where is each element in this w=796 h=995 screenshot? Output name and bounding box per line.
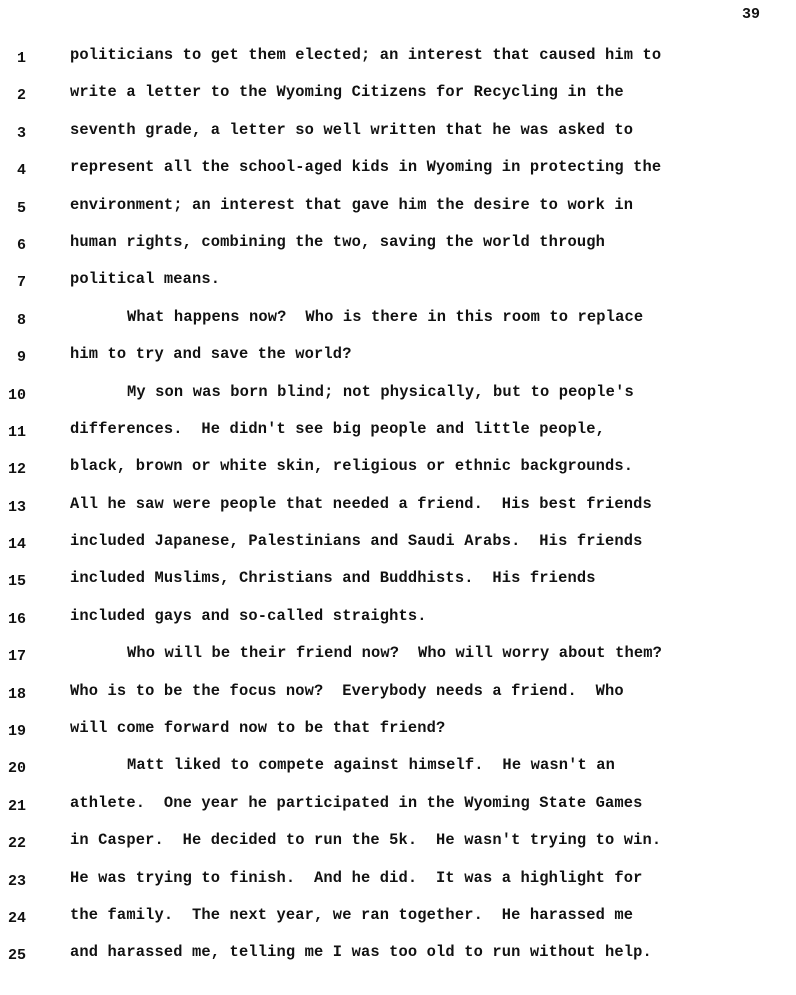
transcript-line — [0, 941, 796, 978]
line-number: 12 — [7, 461, 26, 479]
line-text: Who will be their friend now? Who will worry about them? — [127, 644, 662, 663]
line-text: him to try and save the world? — [70, 345, 352, 364]
line-number: 23 — [7, 872, 26, 890]
line-text: seventh grade, a letter so well written that he was asked to — [70, 120, 634, 139]
line-number: 20 — [7, 760, 26, 778]
page-number: 39 — [742, 6, 761, 23]
transcript-line — [0, 867, 796, 904]
transcript-line — [0, 567, 796, 604]
transcript-line — [0, 493, 796, 530]
line-number: 3 — [16, 124, 26, 142]
line-number: 15 — [7, 573, 26, 591]
line-number: 9 — [16, 349, 26, 367]
line-text: black, brown or white skin, religious or ethnic backgrounds. — [70, 457, 634, 476]
transcript-line — [0, 44, 796, 81]
line-text: the family. The next year, we ran together. He harassed me — [70, 905, 634, 924]
line-text: political means. — [70, 270, 221, 289]
line-text: write a letter to the Wyoming Citizens for Recycling in the — [70, 83, 624, 102]
transcript-line — [0, 680, 796, 717]
transcript-line — [0, 754, 796, 791]
transcript-line — [0, 194, 796, 231]
line-text: human rights, combining the two, saving the world through — [70, 232, 605, 251]
line-number: 2 — [16, 87, 26, 105]
transcript-line — [0, 605, 796, 642]
line-text: and harassed me, telling me I was too old to run without help. — [70, 943, 652, 962]
line-text: included Muslims, Christians and Buddhists. His friends — [70, 569, 596, 588]
line-number: 6 — [16, 236, 26, 254]
transcript-line — [0, 530, 796, 567]
line-text: He was trying to finish. And he did. It was a highlight for — [70, 868, 643, 887]
transcript-line — [0, 904, 796, 941]
transcript-line — [0, 717, 796, 754]
line-text: My son was born blind; not physically, but to people's — [127, 382, 634, 401]
transcript-line — [0, 343, 796, 380]
transcript-line — [0, 418, 796, 455]
line-number: 8 — [16, 311, 26, 329]
line-number: 7 — [16, 274, 26, 292]
line-number: 24 — [7, 909, 26, 927]
line-number: 19 — [7, 723, 26, 741]
line-text: environment; an interest that gave him the desire to work in — [70, 195, 634, 214]
line-text: differences. He didn't see big people and little people, — [70, 419, 605, 438]
line-text: athlete. One year he participated in the Wyoming State Games — [70, 793, 643, 812]
line-number: 13 — [7, 498, 26, 516]
line-text: All he saw were people that needed a friend. His best friends — [70, 494, 652, 513]
transcript-lines — [0, 44, 796, 979]
line-text: in Casper. He decided to run the 5k. He wasn't trying to win. — [70, 831, 662, 850]
line-text: included Japanese, Palestinians and Saudi Arabs. His friends — [70, 532, 643, 551]
line-text: will come forward now to be that friend? — [70, 719, 446, 738]
line-number: 14 — [7, 536, 26, 554]
line-number: 1 — [16, 50, 26, 67]
transcript-line — [0, 268, 796, 305]
line-number: 4 — [16, 162, 26, 180]
line-number: 11 — [7, 423, 26, 441]
line-text: Matt liked to compete against himself. He wasn't an — [127, 756, 616, 775]
line-text: Who is to be the focus now? Everybody needs a friend. Who — [70, 681, 624, 700]
line-number: 21 — [7, 797, 26, 815]
transcript-line — [0, 381, 796, 418]
line-text: What happens now? Who is there in this room to replace — [127, 307, 644, 326]
line-text: included gays and so-called straights. — [70, 606, 427, 625]
transcript-line — [0, 81, 796, 118]
line-number: 5 — [16, 199, 26, 217]
transcript-line — [0, 455, 796, 492]
line-number: 22 — [7, 835, 26, 853]
transcript-line — [0, 156, 796, 193]
line-text: represent all the school-aged kids in Wyoming in protecting the — [70, 158, 662, 177]
line-number: 17 — [7, 648, 26, 666]
transcript-line — [0, 306, 796, 343]
transcript-line — [0, 829, 796, 866]
line-number: 10 — [7, 386, 26, 404]
transcript-line — [0, 642, 796, 679]
line-number: 16 — [7, 610, 26, 628]
transcript-line — [0, 119, 796, 156]
transcript-line — [0, 231, 796, 268]
line-number: 25 — [7, 947, 26, 965]
line-text: politicians to get them elected; an interest that caused him to — [70, 46, 662, 64]
transcript-line — [0, 792, 796, 829]
line-number: 18 — [7, 685, 26, 703]
